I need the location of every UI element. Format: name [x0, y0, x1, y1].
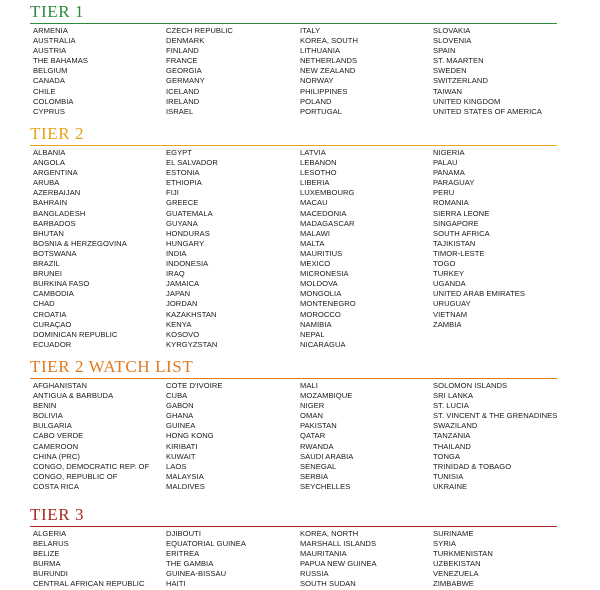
- country-name: GREECE: [166, 198, 199, 208]
- country-name: NETHERLANDS: [300, 56, 358, 66]
- country-name: TONGA: [433, 451, 461, 461]
- country-name: CURAÇAO: [33, 319, 72, 329]
- country-name: GUYANA: [166, 218, 198, 228]
- country-name: MALAYSIA: [166, 471, 204, 481]
- country-name: HUNGARY: [166, 238, 205, 248]
- country-name: CAMEROON: [33, 441, 79, 451]
- country-name: TAIWAN: [433, 86, 462, 96]
- country-name: LEBANON: [300, 158, 337, 168]
- country-name: HONG KONG: [166, 431, 214, 441]
- country-name: KOREA, NORTH: [300, 529, 359, 538]
- country-name: CHILE: [33, 86, 56, 96]
- country-name: LESOTHO: [300, 168, 337, 178]
- country-name: MACEDONIA: [300, 208, 347, 218]
- country-name: HAITI: [166, 579, 186, 589]
- tier-3-section: [30, 505, 557, 589]
- country-name: BAHRAIN: [33, 198, 68, 208]
- country-name: LUXEMBOURG: [300, 188, 355, 198]
- country-name: IRAQ: [166, 269, 185, 279]
- country-name: NEW ZEALAND: [300, 66, 356, 76]
- tier-2-rule: [30, 145, 557, 146]
- country-name: PANAMA: [433, 168, 465, 178]
- country-name: BELIZE: [33, 549, 60, 559]
- country-name: MALDIVES: [166, 481, 205, 491]
- country-name: THAILAND: [433, 441, 471, 451]
- country-name: ST. VINCENT & THE GRENADINES: [433, 411, 558, 421]
- country-name: MADAGASCAR: [300, 218, 355, 228]
- country-name: EL SALVADOR: [166, 158, 218, 168]
- country-name: AUSTRALIA: [33, 36, 76, 46]
- country-name: CAMBODIA: [33, 289, 74, 299]
- country-name: BURUNDI: [33, 569, 68, 579]
- country-name: PALAU: [433, 158, 458, 168]
- country-name: NIGER: [300, 401, 325, 411]
- country-name: MACAU: [300, 198, 328, 208]
- country-name: MOROCCO: [300, 309, 341, 319]
- country-name: GUATEMALA: [166, 208, 213, 218]
- country-name: SOLOMON ISLANDS: [433, 381, 508, 390]
- country-column: [300, 381, 353, 492]
- country-name: SWEDEN: [433, 66, 467, 76]
- country-name: TRINIDAD & TOBAGO: [433, 461, 512, 471]
- country-name: VENEZUELA: [433, 569, 479, 579]
- country-name: AZERBAIJAN: [33, 188, 81, 198]
- country-column: [166, 148, 218, 350]
- country-name: ERITREA: [166, 549, 200, 559]
- country-name: COLOMBIA: [33, 96, 74, 106]
- country-name: MOZAMBIQUE: [300, 391, 353, 401]
- country-name: CENTRAL AFRICAN REPUBLIC: [33, 579, 145, 589]
- country-name: SURINAME: [433, 529, 474, 538]
- country-name: PHILIPPINES: [300, 86, 348, 96]
- country-name: MONGOLIA: [300, 289, 342, 299]
- country-name: TIMOR-LESTE: [433, 248, 485, 258]
- country-name: KIRIBATI: [166, 441, 198, 451]
- country-name: MEXICO: [300, 259, 331, 269]
- country-name: CANADA: [33, 76, 65, 86]
- tier-1-section: [30, 2, 557, 116]
- country-name: ST. LUCIA: [433, 401, 469, 411]
- country-name: ITALY: [300, 26, 321, 35]
- country-name: SEYCHELLES: [300, 481, 351, 491]
- country-name: NORWAY: [300, 76, 334, 86]
- country-name: HONDURAS: [166, 228, 210, 238]
- country-column: [433, 26, 542, 117]
- country-name: MALTA: [300, 238, 325, 248]
- country-name: BENIN: [33, 401, 57, 411]
- country-name: LIBERIA: [300, 178, 330, 188]
- country-column: [300, 26, 358, 117]
- country-name: INDIA: [166, 248, 187, 258]
- country-name: NICARAGUA: [300, 339, 346, 349]
- tier-2-watch-list-rule: [30, 378, 557, 379]
- country-name: RWANDA: [300, 441, 334, 451]
- country-name: GUINEA: [166, 421, 196, 431]
- country-name: ARMENIA: [33, 26, 68, 35]
- country-name: EGYPT: [166, 148, 192, 157]
- country-name: ICELAND: [166, 86, 200, 96]
- country-name: GABON: [166, 401, 194, 411]
- country-name: KAZAKHSTAN: [166, 309, 217, 319]
- country-name: SOUTH SUDAN: [300, 579, 356, 589]
- country-name: ZIMBABWE: [433, 579, 474, 589]
- country-name: SYRIA: [433, 539, 457, 549]
- country-name: SAUDI ARABIA: [300, 451, 354, 461]
- country-name: BRAZIL: [33, 259, 60, 269]
- country-name: THE GAMBIA: [166, 559, 214, 569]
- country-column: [433, 529, 493, 590]
- country-name: UKRAINE: [433, 481, 468, 491]
- country-name: PERU: [433, 188, 455, 198]
- country-name: AUSTRIA: [33, 46, 67, 56]
- country-column: [300, 148, 356, 350]
- country-name: UZBEKISTAN: [433, 559, 481, 569]
- country-name: CHINA (PRC): [33, 451, 80, 461]
- country-name: ALBANIA: [33, 148, 66, 157]
- country-name: DJIBOUTI: [166, 529, 201, 538]
- country-name: MARSHALL ISLANDS: [300, 539, 377, 549]
- country-name: IRELAND: [166, 96, 200, 106]
- country-name: TANZANIA: [433, 431, 471, 441]
- country-name: BULGARIA: [33, 421, 72, 431]
- country-name: MICRONESIA: [300, 269, 349, 279]
- country-name: PAPUA NEW GUINEA: [300, 559, 377, 569]
- country-name: KUWAIT: [166, 451, 196, 461]
- country-name: CHAD: [33, 299, 55, 309]
- country-name: FIJI: [166, 188, 179, 198]
- country-name: JAPAN: [166, 289, 191, 299]
- country-name: QATAR: [300, 431, 326, 441]
- tier-2-section: [30, 124, 557, 349]
- country-name: DENMARK: [166, 36, 205, 46]
- country-name: SPAIN: [433, 46, 456, 56]
- country-name: KOSOVO: [166, 329, 200, 339]
- country-name: CROATIA: [33, 309, 67, 319]
- tier-2-watch-list-heading: TIER 2 WATCH LIST: [30, 357, 194, 376]
- country-name: TUNISIA: [433, 471, 464, 481]
- country-name: TURKMENISTAN: [433, 549, 493, 559]
- country-name: UGANDA: [433, 279, 466, 289]
- country-name: COTE D'IVOIRE: [166, 381, 223, 390]
- country-name: LITHUANIA: [300, 46, 341, 56]
- country-name: BOTSWANA: [33, 248, 77, 258]
- country-name: PAKISTAN: [300, 421, 337, 431]
- country-name: ISRAEL: [166, 106, 194, 116]
- tier-3-rule: [30, 526, 557, 527]
- country-name: CZECH REPUBLIC: [166, 26, 233, 35]
- country-column: [33, 381, 149, 492]
- country-name: ROMANIA: [433, 198, 469, 208]
- country-name: LATVIA: [300, 148, 326, 157]
- country-name: ARGENTINA: [33, 168, 78, 178]
- country-name: BOSNIA & HERZEGOVINA: [33, 238, 127, 248]
- country-name: INDONESIA: [166, 259, 209, 269]
- country-column: [33, 26, 88, 117]
- tier-1-rule: [30, 23, 557, 24]
- country-name: SIERRA LEONE: [433, 208, 490, 218]
- tier-2-watch-list-section: [30, 357, 558, 491]
- country-name: BANGLADESH: [33, 208, 86, 218]
- country-name: DOMINICAN REPUBLIC: [33, 329, 118, 339]
- country-name: SOUTH AFRICA: [433, 228, 490, 238]
- country-name: MALAWI: [300, 228, 330, 238]
- country-name: SERBIA: [300, 471, 329, 481]
- country-name: NEPAL: [300, 329, 325, 339]
- tier-2-heading: TIER 2: [30, 124, 85, 143]
- tier-1-heading: TIER 1: [30, 2, 85, 21]
- country-column: [166, 381, 223, 492]
- country-name: JORDAN: [166, 299, 198, 309]
- country-name: BELGIUM: [33, 66, 68, 76]
- country-name: ANGOLA: [33, 158, 65, 168]
- country-name: CONGO, DEMOCRATIC REP. OF: [33, 461, 150, 471]
- country-name: LAOS: [166, 461, 187, 471]
- country-name: MAURITIUS: [300, 248, 343, 258]
- country-name: TURKEY: [433, 269, 465, 279]
- country-name: ANTIGUA & BARBUDA: [33, 391, 114, 401]
- country-name: VIETNAM: [433, 309, 468, 319]
- country-name: ZAMBIA: [433, 319, 462, 329]
- country-name: KENYA: [166, 319, 192, 329]
- country-name: BOLIVIA: [33, 411, 63, 421]
- country-name: CUBA: [166, 391, 188, 401]
- country-name: AFGHANISTAN: [33, 381, 87, 390]
- country-name: CYPRUS: [33, 106, 65, 116]
- country-name: COSTA RICA: [33, 481, 79, 491]
- country-name: CABO VERDE: [33, 431, 84, 441]
- country-name: SINGAPORE: [433, 218, 479, 228]
- country-name: URUGUAY: [433, 299, 471, 309]
- country-name: ETHIOPIA: [166, 178, 202, 188]
- country-name: GEORGIA: [166, 66, 202, 76]
- country-name: BURMA: [33, 559, 61, 569]
- country-column: [33, 529, 144, 590]
- country-name: BHUTAN: [33, 228, 64, 238]
- country-column: [166, 26, 233, 117]
- country-name: BRUNEI: [33, 269, 62, 279]
- country-name: MALI: [300, 381, 318, 390]
- country-name: PORTUGAL: [300, 106, 343, 116]
- country-name: ECUADOR: [33, 339, 72, 349]
- country-name: SWITZERLAND: [433, 76, 488, 86]
- country-name: GERMANY: [166, 76, 205, 86]
- country-name: SWAZILAND: [433, 421, 478, 431]
- country-name: SLOVENIA: [433, 36, 472, 46]
- country-name: UNITED ARAB EMIRATES: [433, 289, 525, 299]
- country-name: UNITED STATES OF AMERICA: [433, 106, 542, 116]
- country-column: [433, 148, 525, 330]
- country-name: NAMIBIA: [300, 319, 332, 329]
- country-name: THE BAHAMAS: [33, 56, 88, 66]
- country-name: SRI LANKA: [433, 391, 474, 401]
- country-name: GHANA: [166, 411, 194, 421]
- country-name: GUINEA-BISSAU: [166, 569, 227, 579]
- country-name: ESTONIA: [166, 168, 200, 178]
- country-name: POLAND: [300, 96, 332, 106]
- tier-3-heading: TIER 3: [30, 505, 85, 524]
- country-name: JAMAICA: [166, 279, 200, 289]
- country-name: RUSSIA: [300, 569, 329, 579]
- country-name: FRANCE: [166, 56, 198, 66]
- country-column: [433, 381, 557, 492]
- country-name: KYRGYZSTAN: [166, 339, 218, 349]
- country-name: CONGO, REPUBLIC OF: [33, 471, 118, 481]
- country-name: PARAGUAY: [433, 178, 475, 188]
- country-column: [33, 148, 127, 350]
- country-name: BELARUS: [33, 539, 69, 549]
- country-name: TAJIKISTAN: [433, 238, 476, 248]
- country-name: MAURITANIA: [300, 549, 347, 559]
- country-name: MONTENEGRO: [300, 299, 356, 309]
- country-name: ALGERIA: [33, 529, 67, 538]
- country-name: SLOVAKIA: [433, 26, 471, 35]
- country-column: [166, 529, 246, 590]
- country-name: NIGERIA: [433, 148, 465, 157]
- country-name: OMAN: [300, 411, 323, 421]
- country-column: [300, 529, 377, 590]
- country-name: MOLDOVA: [300, 279, 338, 289]
- country-name: BURKINA FASO: [33, 279, 90, 289]
- country-name: KOREA, SOUTH: [300, 36, 358, 46]
- country-name: ARUBA: [33, 178, 60, 188]
- country-name: TOGO: [433, 259, 456, 269]
- country-name: FINLAND: [166, 46, 199, 56]
- country-name: UNITED KINGDOM: [433, 96, 501, 106]
- country-name: BARBADOS: [33, 218, 76, 228]
- country-name: SENEGAL: [300, 461, 337, 471]
- country-name: ST. MAARTEN: [433, 56, 484, 66]
- country-name: EQUATORIAL GUINEA: [166, 539, 247, 549]
